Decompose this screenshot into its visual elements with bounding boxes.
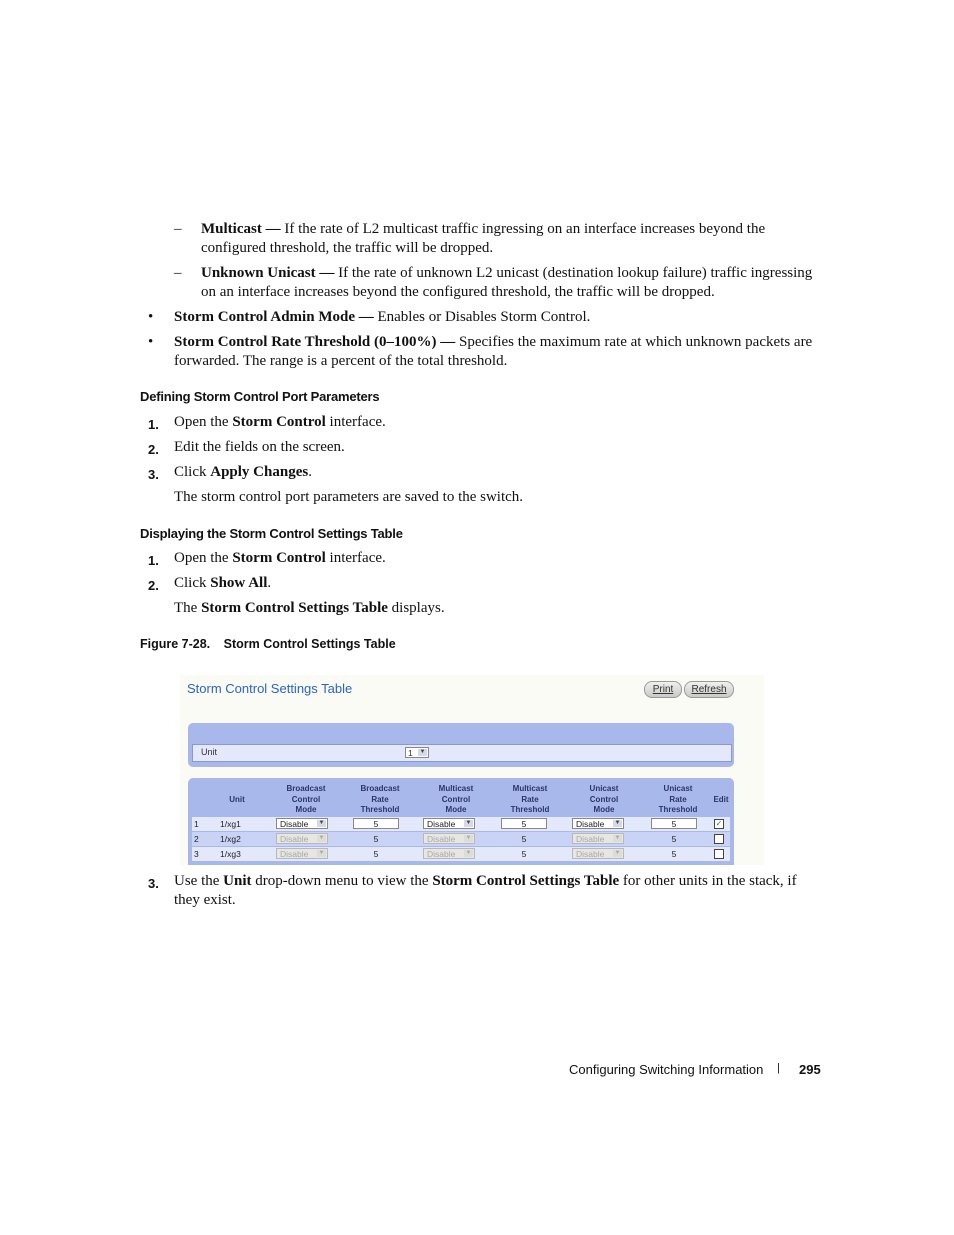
column-header — [350, 784, 410, 816]
column-header — [276, 784, 336, 816]
row-unit: 1/xg1 — [220, 819, 241, 829]
section-heading-defining: Defining Storm Control Port Parameters — [140, 389, 380, 404]
column-header-line: Unicast — [663, 784, 693, 793]
chevron-down-icon: ▼ — [614, 820, 621, 826]
step-text: . — [267, 575, 272, 591]
multicast-mode-select-value: Disable — [427, 849, 456, 859]
broadcast-mode-select-value: Disable — [280, 819, 309, 829]
column-header-line: Rate — [521, 794, 539, 804]
step-1-open-2 — [148, 549, 814, 568]
section2-note — [174, 599, 445, 618]
dash-item-unknown-unicast — [174, 264, 814, 302]
settings-table — [188, 778, 734, 865]
step-bold: Storm Control Settings Table — [432, 873, 620, 889]
broadcast-mode-select — [276, 833, 328, 844]
broadcast-mode-select-value: Disable — [280, 834, 309, 844]
desc-unknown-unicast: If the rate of unknown L2 unicast (destination lookup failure) traffic ingressing on an interface increases beyond the configured threshold, the traffic will be dropped. — [201, 265, 813, 300]
column-header-line: Broadcast — [360, 784, 400, 793]
bullet-mark: • — [148, 334, 154, 350]
multicast-rate-input: 5 — [521, 834, 527, 844]
chevron-down-icon: ▼ — [419, 749, 426, 755]
dash-item-multicast — [174, 220, 814, 258]
storm-control-screenshot — [180, 675, 764, 865]
footer-separator: | — [777, 1062, 780, 1074]
column-header-line: Broadcast — [286, 784, 326, 793]
step-text: interface. — [325, 550, 386, 566]
column-header — [710, 795, 732, 806]
column-header — [574, 784, 634, 816]
broadcast-rate-input: 5 — [373, 849, 379, 859]
note-text: displays. — [387, 600, 445, 616]
unicast-rate-input: 5 — [671, 834, 677, 844]
chevron-down-icon: ▼ — [318, 835, 325, 841]
broadcast-mode-select — [276, 848, 328, 859]
bullet-rate-threshold — [148, 333, 814, 371]
chevron-down-icon: ▼ — [465, 820, 472, 826]
step-number: 1. — [148, 417, 159, 432]
step-number: 2. — [148, 578, 159, 593]
unicast-rate-input: 5 — [671, 849, 677, 859]
print-button[interactable]: Print — [644, 681, 682, 698]
row-unit: 1/xg3 — [220, 849, 241, 859]
step-text: . — [308, 464, 312, 480]
step-bold: Unit — [223, 873, 252, 889]
term-rate-threshold: Storm Control Rate Threshold (0–100%) — — [174, 334, 456, 350]
column-header-line: Multicast — [438, 784, 474, 793]
column-header-line: Mode — [295, 805, 317, 814]
multicast-mode-select — [423, 848, 475, 859]
step-text: Click — [174, 464, 211, 480]
desc-multicast: If the rate of L2 multicast traffic ingressing on an interface increases beyond the configured threshold, the traffic will be dropped. — [201, 221, 766, 256]
step-1-open — [148, 413, 814, 432]
unit-select[interactable] — [405, 747, 429, 758]
unicast-mode-select-value: Disable — [576, 819, 605, 829]
figure-title: Storm Control Settings Table — [223, 637, 396, 651]
multicast-mode-select[interactable] — [423, 818, 475, 829]
broadcast-mode-select[interactable] — [276, 818, 328, 829]
column-header-line: Unicast — [589, 784, 619, 793]
column-header-line: Rate — [669, 794, 687, 804]
step-3-apply — [148, 463, 814, 482]
footer-section: Configuring Switching Information — [569, 1062, 764, 1077]
column-header — [426, 784, 486, 816]
edit-checkbox[interactable] — [714, 834, 724, 844]
step-bold: Show All — [210, 575, 268, 591]
step-number: 2. — [148, 442, 159, 457]
unicast-mode-select — [572, 848, 624, 859]
unit-panel — [188, 723, 734, 767]
desc-admin-mode: Enables or Disables Storm Control. — [373, 309, 591, 325]
unicast-mode-select — [572, 833, 624, 844]
multicast-rate-input: 5 — [521, 849, 527, 859]
row-index: 3 — [194, 849, 199, 859]
row-index: 2 — [194, 834, 199, 844]
term-admin-mode: Storm Control Admin Mode — — [174, 309, 374, 325]
table-row — [192, 847, 730, 861]
desc-rate-threshold: Specifies the maximum rate at which unknown packets are forwarded. The range is a percent of the total threshold. — [174, 334, 813, 369]
note-bold: Storm Control Settings Table — [201, 600, 388, 616]
step-text: Edit the fields on the screen. — [174, 439, 345, 455]
column-header — [648, 784, 708, 816]
dash-mark: – — [174, 221, 182, 237]
column-header-line: Threshold — [510, 805, 550, 814]
table-row — [192, 832, 730, 846]
column-header-line: Control — [441, 794, 471, 804]
row-unit: 1/xg2 — [220, 834, 241, 844]
unicast-mode-select[interactable] — [572, 818, 624, 829]
step-number: 3. — [148, 467, 159, 482]
column-header-line: Mode — [593, 805, 615, 814]
section-heading-displaying: Displaying the Storm Control Settings Table — [140, 526, 403, 541]
broadcast-rate-input: 5 — [373, 834, 379, 844]
section1-note: The storm control port parameters are saved to the switch. — [174, 489, 524, 505]
chevron-down-icon: ▼ — [318, 850, 325, 856]
column-header-line: Threshold — [360, 805, 400, 814]
unit-row — [192, 744, 732, 762]
chevron-down-icon: ▼ — [465, 850, 472, 856]
step-bold: Apply Changes — [210, 464, 309, 480]
figure-caption — [140, 637, 396, 651]
column-header — [500, 784, 560, 816]
multicast-mode-select — [423, 833, 475, 844]
column-header-line: Control — [589, 794, 619, 804]
chevron-down-icon: ▼ — [614, 850, 621, 856]
dash-mark: – — [174, 265, 182, 281]
step-number: 1. — [148, 553, 159, 568]
step-3-unit-dropdown — [148, 872, 814, 910]
column-header-line: Multicast — [512, 784, 548, 793]
screenshot-title: Storm Control Settings Table — [187, 681, 353, 696]
edit-checkbox[interactable]: ✓ — [715, 819, 723, 828]
column-header — [222, 795, 252, 806]
multicast-rate-input[interactable]: 5 — [501, 818, 547, 829]
column-header-line: Control — [291, 794, 321, 804]
unicast-rate-input[interactable]: 5 — [651, 818, 697, 829]
unicast-mode-select-value: Disable — [576, 834, 605, 844]
step-text: interface. — [325, 414, 386, 430]
step-text: Use the — [174, 873, 224, 889]
unit-label: Unit — [201, 747, 218, 757]
step-2-edit — [148, 438, 814, 457]
note-text: The — [174, 600, 202, 616]
edit-checkbox[interactable] — [714, 849, 724, 859]
step-bold: Storm Control — [232, 414, 326, 430]
step-number: 3. — [148, 876, 159, 891]
multicast-mode-select-value: Disable — [427, 834, 456, 844]
broadcast-rate-input[interactable]: 5 — [353, 818, 399, 829]
step-text: drop-down menu to view the — [251, 873, 433, 889]
bullet-admin-mode — [148, 308, 814, 327]
step-2-show-all — [148, 574, 814, 593]
refresh-button[interactable]: Refresh — [684, 681, 734, 698]
bullet-mark: • — [148, 309, 154, 325]
table-row — [192, 817, 730, 831]
column-header-line: Mode — [445, 805, 467, 814]
unit-select-value: 1 — [408, 748, 413, 758]
step-bold: Storm Control — [232, 550, 326, 566]
chevron-down-icon: ▼ — [318, 820, 325, 826]
multicast-mode-select-value: Disable — [427, 819, 456, 829]
step-text: Open the — [174, 550, 233, 566]
broadcast-mode-select-value: Disable — [280, 849, 309, 859]
column-header-line: Rate — [371, 794, 389, 804]
column-header-line: Threshold — [658, 805, 698, 814]
chevron-down-icon: ▼ — [614, 835, 621, 841]
column-header-line: Edit — [713, 794, 729, 804]
term-multicast: Multicast — — [201, 221, 281, 237]
step-text: for other units in the stack, if they exist. — [174, 873, 797, 908]
page-number: 295 — [799, 1062, 821, 1077]
column-header-line: Unit — [229, 794, 245, 804]
chevron-down-icon: ▼ — [465, 835, 472, 841]
step-text: Open the — [174, 414, 233, 430]
row-index: 1 — [194, 819, 199, 829]
unicast-mode-select-value: Disable — [576, 849, 605, 859]
term-unknown-unicast: Unknown Unicast — — [201, 265, 335, 281]
figure-label: Figure 7-28. — [140, 637, 211, 651]
step-text: Click — [174, 575, 211, 591]
